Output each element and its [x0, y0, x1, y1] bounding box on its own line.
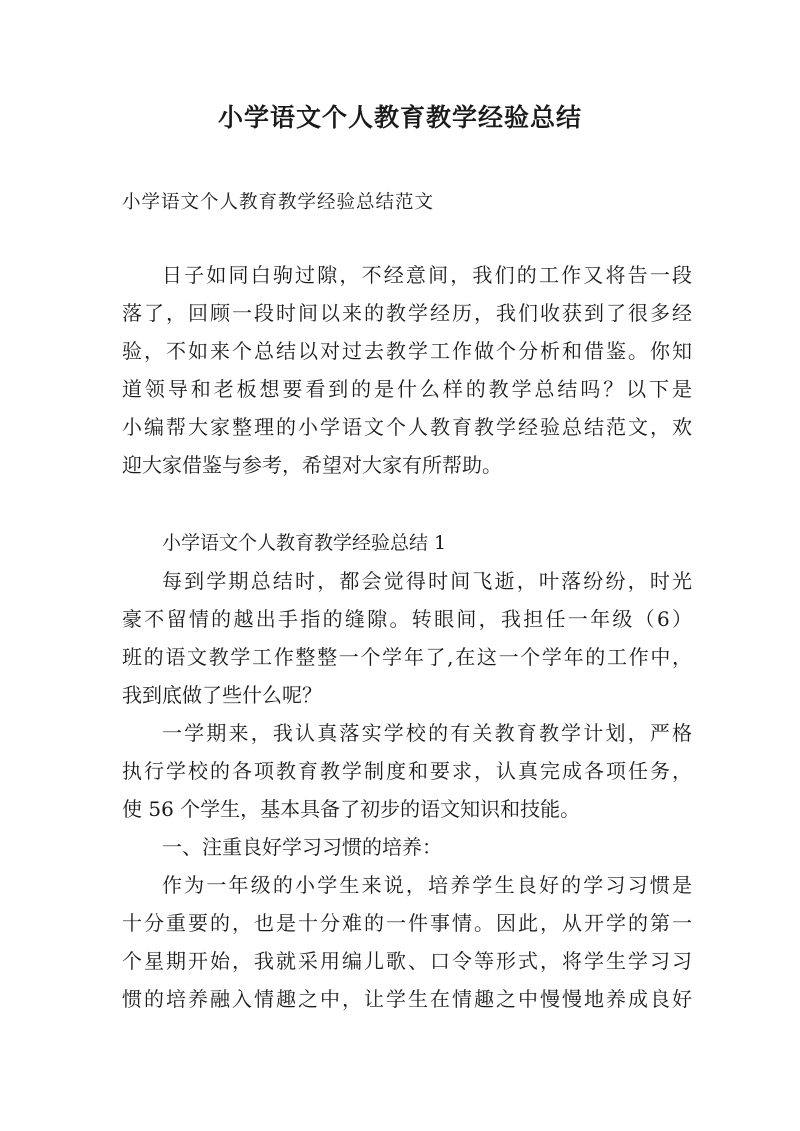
paragraph-line: 小编帮大家整理的小学语文个人教育教学经验总结范文，欢: [122, 415, 692, 439]
paragraph-line: 十分重要的，也是十分难的一件事情。因此，从开学的第一: [122, 911, 692, 935]
paragraph-line: 日子如同白驹过隙，不经意间，我们的工作又将告一段: [162, 263, 692, 287]
document-title: 小学语文个人教育教学经验总结: [217, 103, 582, 132]
document-subtitle: 小学语文个人教育教学经验总结范文: [122, 192, 435, 213]
section-paragraph-2: [122, 714, 692, 828]
paragraph-line: 惯的培养融入情趣之中，让学生在情趣之中慢慢地养成良好: [122, 987, 692, 1011]
paragraph-line: 执行学校的各项教育教学制度和要求，认真完成各项任务，: [122, 759, 692, 783]
paragraph-line: 作为一年级的小学生来说，培养学生良好的学习习惯是: [162, 873, 692, 897]
section-paragraph-3: [122, 866, 692, 1018]
paragraph-line: 每到学期总结时，都会觉得时间飞逝，叶落纷纷，时光: [162, 569, 692, 593]
paragraph-line: 迎大家借鉴与参考，希望对大家有所帮助。: [122, 453, 502, 477]
section-1: [122, 524, 692, 1018]
paragraph-line: 我到底做了些什么呢？: [122, 683, 322, 707]
paragraph-line: 落了，回顾一段时间以来的教学经历，我们收获到了很多经: [122, 301, 692, 325]
paragraph-line: 个星期开始，我就采用编儿歌、口令等形式，将学生学习习: [122, 949, 692, 973]
section-paragraph-1: [122, 562, 692, 714]
paragraph-line: 道领导和老板想要看到的是什么样的教学总结吗？以下是: [122, 377, 692, 401]
paragraph-line: 豪不留情的越出手指的缝隙。转眼间，我担任一年级（6）: [122, 607, 692, 631]
intro-paragraph: [122, 256, 692, 484]
paragraph-line: 验，不如来个总结以对过去教学工作做个分析和借鉴。你知: [122, 339, 692, 363]
paragraph-line: 一学期来，我认真落实学校的有关教育教学计划，严格: [162, 721, 692, 745]
paragraph-line: 班的语文教学工作整整一个学年了,在这一个学年的工作中，: [122, 645, 692, 669]
section-heading: 小学语文个人教育教学经验总结 1: [162, 532, 447, 554]
paragraph-line: 使 56 个学生，基本具备了初步的语文知识和技能。: [122, 797, 581, 821]
sub-heading: 一、注重良好学习习惯的培养：: [162, 835, 442, 859]
